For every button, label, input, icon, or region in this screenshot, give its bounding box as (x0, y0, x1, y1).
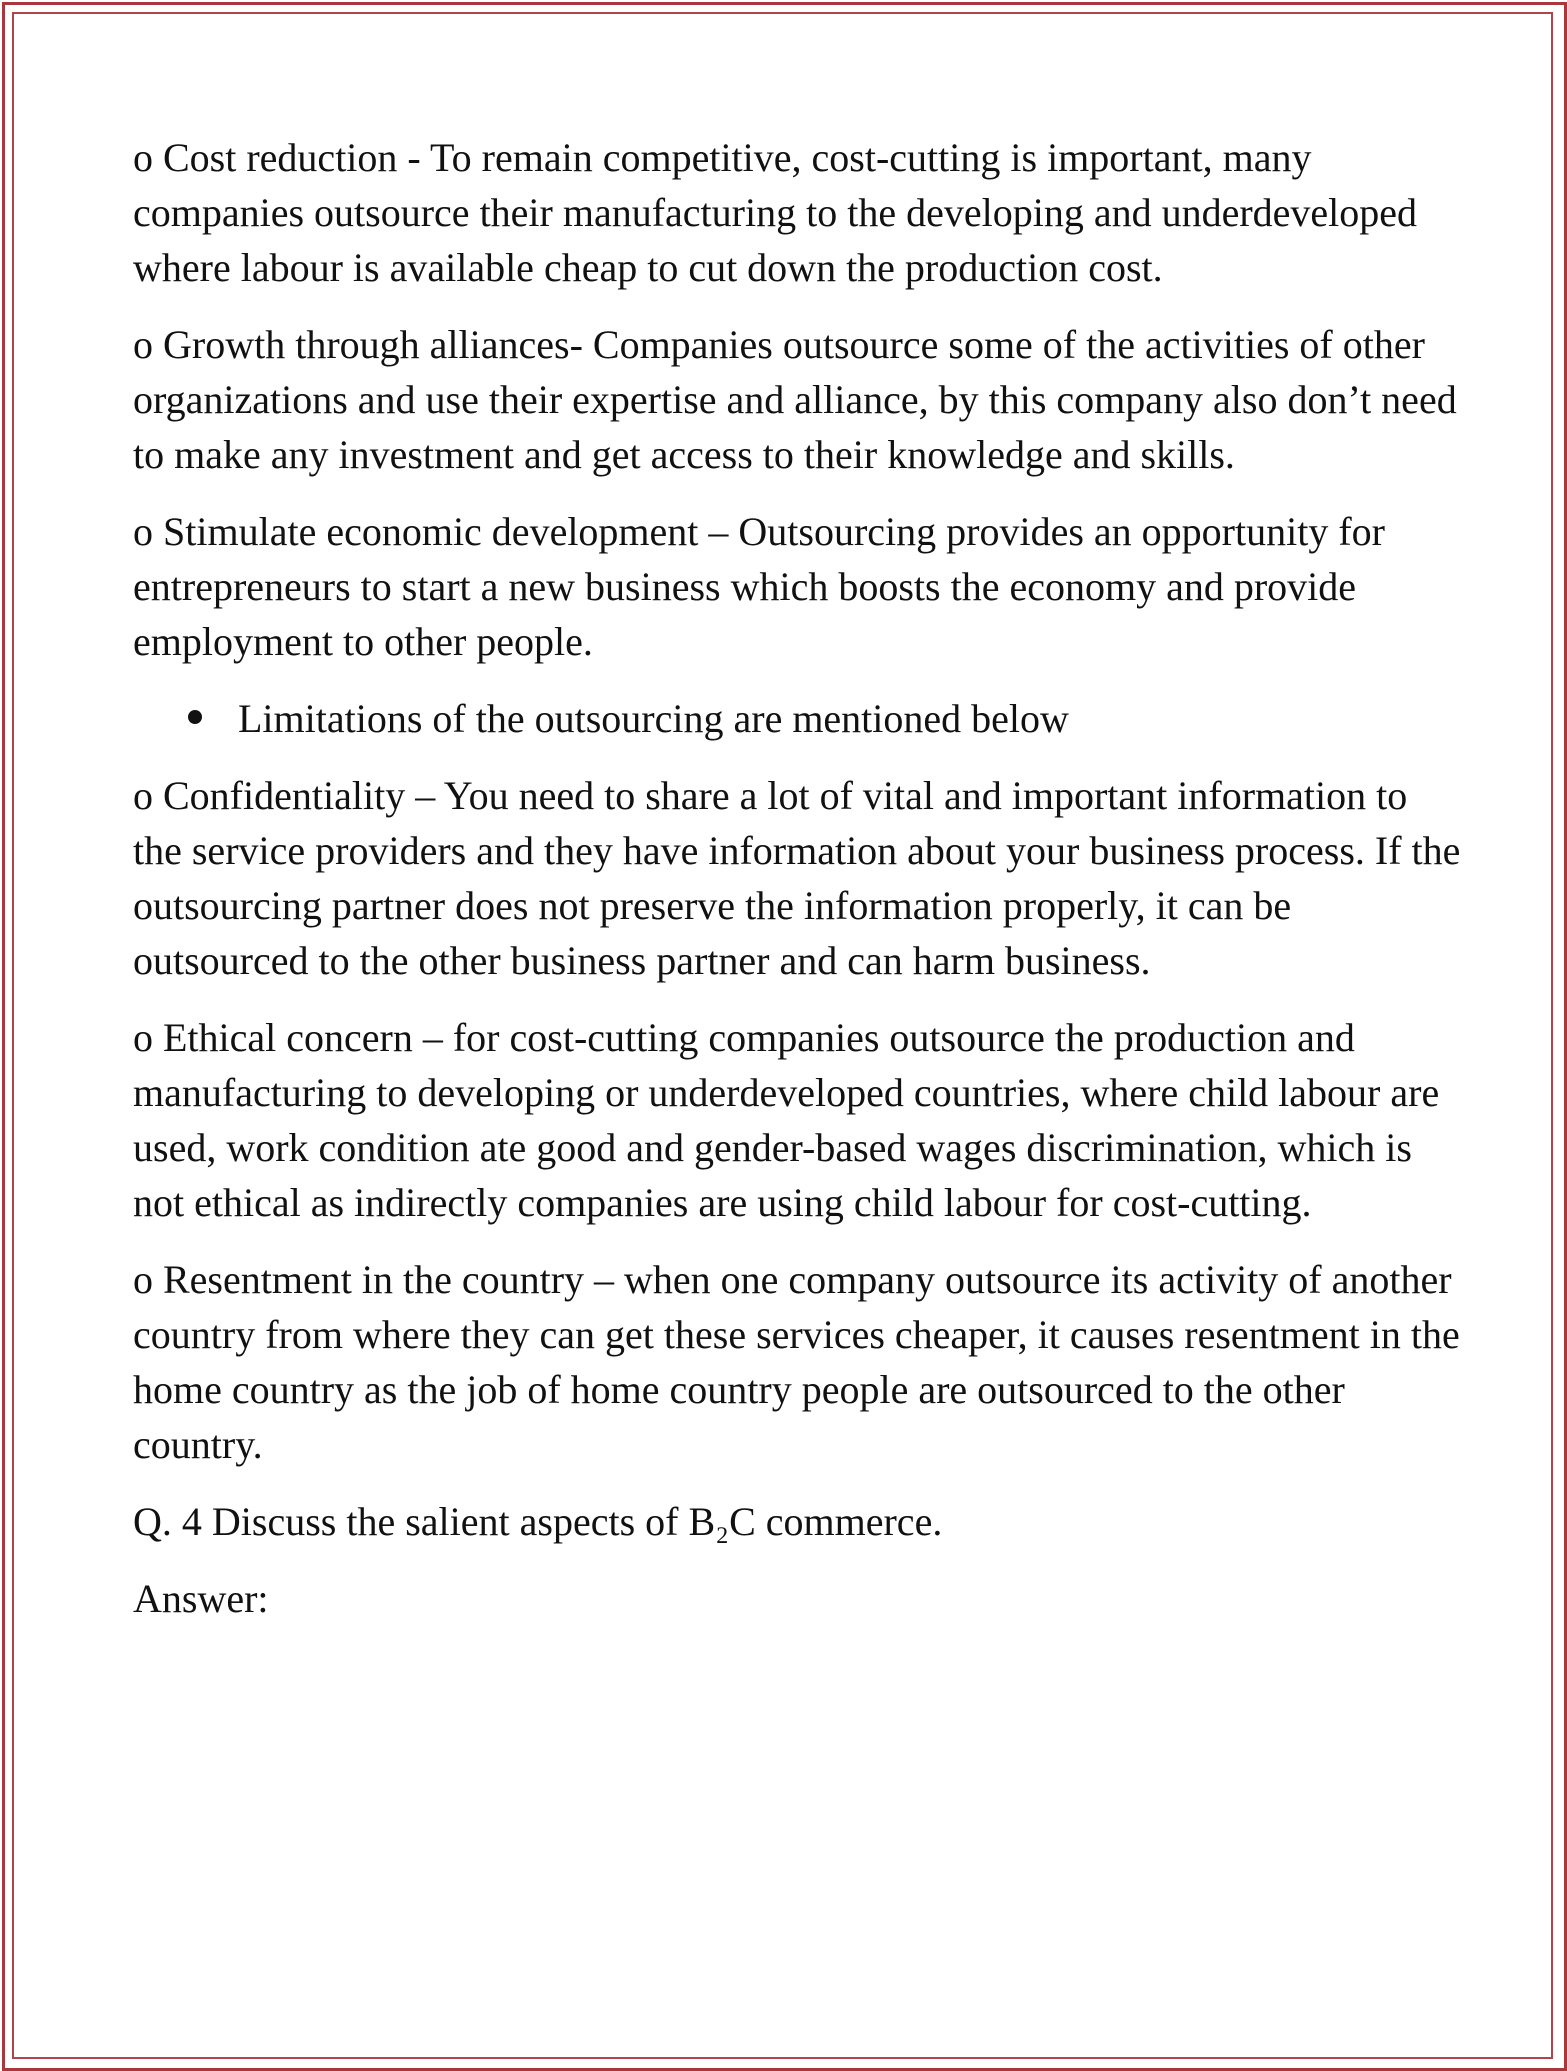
paragraph-growth-through-alliances: o Growth through alliances- Companies outsource some of the activities of other organizations and use their expertise and alliance, by this company also don’t need to make any investment and get access to their knowledge and skills. (133, 322, 1457, 477)
bullet-text: Limitations of the outsourcing are mentioned below (238, 696, 1069, 741)
question-heading: Q. 4 Discuss the salient aspects of B₂C commerce. (133, 1499, 943, 1544)
bullet-dot-icon (188, 710, 202, 724)
paragraph-resentment: o Resentment in the country – when one company outsource its activity of another country from where they can get these services cheaper, it causes resentment in the home country as the job of home country people are outsourced to the other country. (133, 1257, 1460, 1467)
bullet-item-limitations (133, 691, 1463, 746)
answer-label: Answer: (133, 1576, 269, 1621)
paragraph-stimulate-economic-development: o Stimulate economic development – Outsourcing provides an opportunity for entrepreneurs to start a new business which boosts the economy and provide employment to other people. (133, 509, 1385, 664)
paragraph-confidentiality: o Confidentiality – You need to share a lot of vital and important information to the service providers and they have information about your business process. If the outsourcing partner does not preserve the information properly, it can be outsourced to the other business partner and can harm business. (133, 773, 1461, 983)
paragraph-ethical-concern: o Ethical concern – for cost-cutting companies outsource the production and manufacturing to developing or underdeveloped countries, where child labour are used, work condition ate good and gender-based wages discrimination, which is not ethical as indirectly companies are using child labour for cost-cutting. (133, 1015, 1440, 1225)
paragraph-cost-reduction: o Cost reduction - To remain competitive, cost-cutting is important, many companies outsource their manufacturing to the developing and underdeveloped where labour is available cheap to cut down the production cost. (133, 135, 1418, 290)
document-body (133, 130, 1463, 1648)
